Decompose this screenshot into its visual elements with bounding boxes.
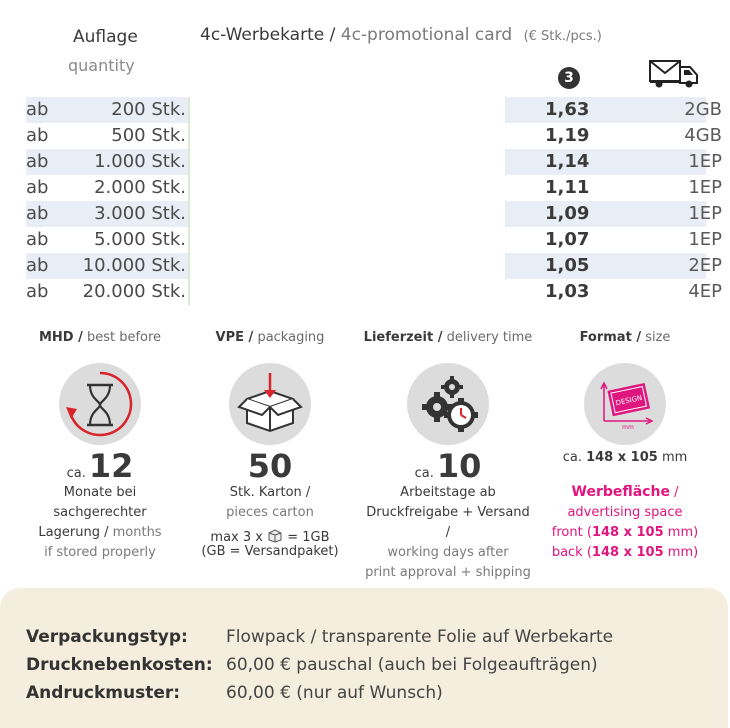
package-icon [267, 529, 283, 543]
mm-label: mm [622, 424, 634, 431]
delivery-line3-en: working days after [387, 545, 509, 560]
mhd-description [15, 483, 185, 563]
mhd-ca: ca. [66, 466, 86, 481]
adv-title-sep: / [674, 485, 679, 500]
row-quantity: 5.000 Stk. [94, 229, 186, 250]
footer-value: Flowpack / transparente Folie auf Werbekarte [226, 627, 614, 647]
adv-back-a: back ( [551, 545, 592, 560]
mhd-line1: Monate bei [63, 485, 137, 500]
footer-value: 60,00 € (nur auf Wunsch) [226, 683, 443, 703]
design-label: DESIGN [614, 393, 643, 408]
adv-title-en: advertising space [567, 505, 683, 520]
adv-front-a: front ( [551, 525, 592, 540]
box-icon [229, 363, 311, 445]
adv-back [540, 543, 710, 563]
footer-label: Drucknebenkosten: [26, 655, 213, 675]
table-row [26, 175, 722, 201]
adv-front-c: mm) [667, 525, 699, 540]
footer-label: Andruckmuster: [26, 683, 181, 703]
vpe-line3a: max 3 x [210, 530, 263, 545]
mhd-line3-de: Lagerung / [38, 525, 109, 540]
format-size [540, 448, 710, 468]
adv-back-c: mm) [667, 545, 699, 560]
row-shipping: 2GB [684, 99, 722, 120]
delivery-title [363, 330, 533, 345]
row-prefix: ab [26, 125, 49, 146]
row-price: 1,19 [545, 125, 590, 146]
product-title-en: 4c-promotional card [340, 25, 513, 45]
row-shipping: 1EP [688, 229, 722, 250]
vpe-line4: (GB = Versandpaket) [201, 544, 339, 559]
row-quantity: 3.000 Stk. [94, 203, 186, 224]
footer-row-packaging [26, 627, 613, 647]
delivery-line1: Arbeitstage ab [400, 485, 496, 500]
row-price: 1,09 [545, 203, 590, 224]
vpe-line3b: = 1GB [287, 530, 330, 545]
footer-label: Verpackungstyp: [26, 627, 188, 647]
table-row [26, 201, 722, 227]
footer-row-proof [26, 683, 443, 703]
vpe-line1: Stk. Karton / [229, 485, 311, 500]
quantity-header-de: Auflage [73, 27, 138, 47]
format-section [540, 330, 710, 563]
row-shipping: 4EP [688, 281, 722, 302]
footer-value: 60,00 € pauschal (auch bei Folgeaufträgen) [226, 655, 598, 675]
row-shipping: 2EP [688, 255, 722, 276]
row-quantity: 20.000 Stk. [82, 281, 186, 302]
mhd-section [15, 330, 185, 563]
row-prefix: ab [26, 203, 49, 224]
mhd-title-de: MHD / [38, 330, 83, 345]
row-shipping: 4GB [684, 125, 722, 146]
row-price: 1,05 [545, 255, 590, 276]
adv-front-b: 148 x 105 [591, 525, 664, 540]
row-prefix: ab [26, 151, 49, 172]
product-title-sep: / [329, 25, 336, 45]
mhd-title [15, 330, 185, 345]
row-quantity: 1.000 Stk. [94, 151, 186, 172]
card-format-icon [584, 363, 666, 445]
row-prefix: ab [26, 177, 49, 198]
format-title [540, 330, 710, 345]
row-shipping: 1EP [688, 177, 722, 198]
adv-front [540, 523, 710, 543]
row-quantity: 10.000 Stk. [82, 255, 186, 276]
mhd-title-en: best before [86, 330, 162, 345]
vpe-title [185, 330, 355, 345]
delivery-section [363, 330, 533, 583]
delivery-line2: Druckfreigabe + Versand / [366, 505, 530, 540]
price-unit: (€ Stk./pcs.) [523, 29, 602, 44]
format-size-value: 148 x 105 [586, 450, 658, 465]
table-row [26, 253, 722, 279]
vpe-title-de: VPE / [215, 330, 254, 345]
row-quantity: 2.000 Stk. [94, 177, 186, 198]
vpe-description [185, 483, 355, 559]
row-shipping: 1EP [688, 203, 722, 224]
production-days-badge: 3 [558, 67, 580, 89]
advertising-space [540, 482, 710, 563]
table-row [26, 123, 722, 149]
vpe-value: 50 [247, 447, 293, 485]
product-title-de: 4c-Werbekarte [200, 25, 325, 45]
format-ca: ca. [562, 450, 582, 465]
row-price: 1,03 [545, 281, 590, 302]
delivery-title-de: Lieferzeit / [363, 330, 443, 345]
format-size-unit: mm [661, 450, 688, 465]
row-prefix: ab [26, 99, 49, 120]
footer-row-costs [26, 655, 598, 675]
product-title [200, 25, 602, 45]
row-prefix: ab [26, 281, 49, 302]
row-price: 1,63 [545, 99, 590, 120]
adv-back-b: 148 x 105 [591, 545, 664, 560]
mhd-value: 12 [88, 447, 134, 485]
quantity-header-en: quantity [68, 56, 135, 75]
delivery-title-en: delivery time [446, 330, 533, 345]
adv-title-de: Werbefläche [571, 484, 670, 500]
row-prefix: ab [26, 229, 49, 250]
table-row [26, 97, 722, 123]
mhd-line4-en: if stored properly [44, 545, 156, 560]
vpe-title-en: packaging [257, 330, 325, 345]
row-shipping: 1EP [688, 151, 722, 172]
delivery-description [363, 483, 533, 583]
format-title-en: size [645, 330, 671, 345]
mhd-line3-en: months [112, 525, 162, 540]
delivery-ca: ca. [414, 466, 434, 481]
hourglass-icon [59, 363, 141, 445]
mhd-line2: sachgerechter [53, 505, 147, 520]
table-row [26, 149, 722, 175]
delivery-truck-icon [649, 59, 699, 93]
row-price: 1,07 [545, 229, 590, 250]
delivery-value: 10 [436, 447, 482, 485]
vpe-line2-en: pieces carton [226, 505, 314, 520]
row-prefix: ab [26, 255, 49, 276]
row-quantity: 500 Stk. [111, 125, 186, 146]
format-title-de: Format / [579, 330, 642, 345]
gears-clock-icon [407, 363, 489, 445]
row-quantity: 200 Stk. [111, 99, 186, 120]
row-price: 1,11 [545, 177, 590, 198]
table-row [26, 279, 722, 305]
row-price: 1,14 [545, 151, 590, 172]
delivery-line4-en: print approval + shipping [365, 565, 531, 580]
vpe-section [185, 330, 355, 559]
table-row [26, 227, 722, 253]
